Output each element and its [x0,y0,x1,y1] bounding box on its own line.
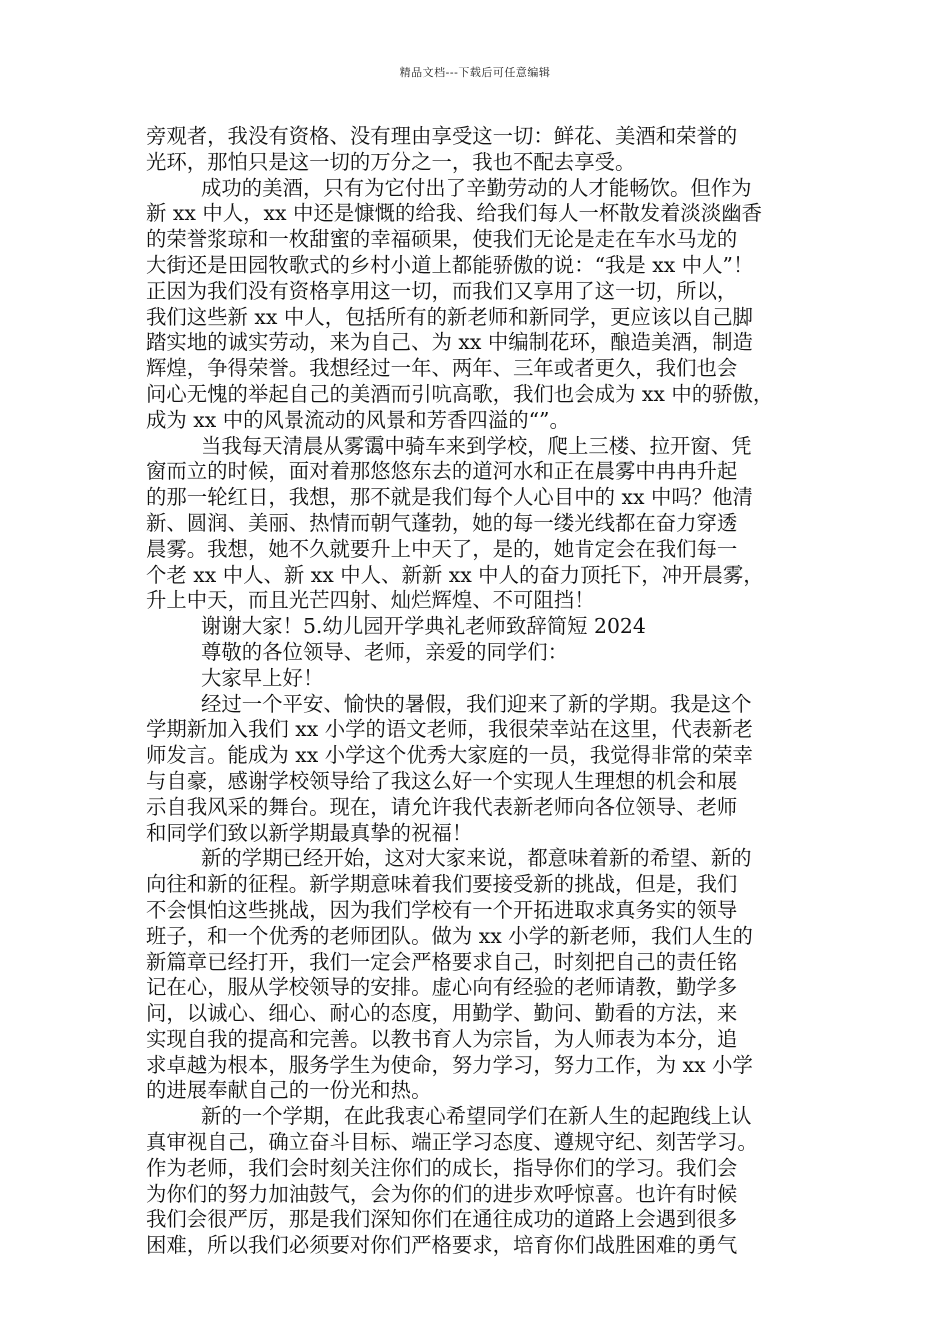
text-line: 我们这些新 xx 中人，包括所有的新老师和新同学，更应该以自己脚 [146,304,753,329]
text-line: 班子，和一个优秀的老师团队。做为 xx 小学的新老师，我们人生的 [146,923,753,948]
text-line: 晨雾。我想，她不久就要升上中天了，是的，她肯定会在我们每一 [146,536,738,561]
text-line: 不会惧怕这些挑战，因为我们学校有一个开拓进取求真务实的领导 [146,897,738,922]
text-line: 个老 xx 中人、新 xx 中人、新新 xx 中人的奋力顶托下，冲开晨雾， [146,562,764,587]
text-line: 问，以诚心、细心、耐心的态度，用勤学、勤问、勤看的方法，来 [146,1001,738,1026]
text-line: 尊敬的各位领导、老师，亲爱的同学们： [201,639,569,664]
text-line: 辉煌，争得荣誉。我想经过一年、两年、三年或者更久，我们也会 [146,356,738,381]
text-line: 我们会很严厉，那是我们深知你们在通往成功的道路上会遇到很多 [146,1207,738,1232]
text-line: 新篇章已经打开，我们一定会严格要求自己，时刻把自己的责任铭 [146,949,738,974]
text-line: 新的一个学期，在此我衷心希望同学们在新人生的起跑线上认 [201,1104,752,1129]
text-line: 踏实地的诚实劳动，来为自己、为 xx 中编制花环，酿造美酒，制造 [146,330,753,355]
text-line: 问心无愧的举起自己的美酒而引吭高歌，我们也会成为 xx 中的骄傲， [146,381,774,406]
text-line: 困难，所以我们必须要对你们严格要求，培育你们战胜困难的勇气 [146,1233,738,1258]
text-line: 旁观者，我没有资格、没有理由享受这一切：鲜花、美酒和荣誉的 [146,124,738,148]
text-line: 作为老师，我们会时刻关注你们的成长，指导你们的学习。我们会 [146,1155,738,1180]
text-line: 新 xx 中人，xx 中还是慷慨的给我、给我们每人一杯散发着淡淡幽香 [146,201,762,226]
text-line: 示自我风采的舞台。现在，请允许我代表新老师向各位领导、老师 [146,794,738,819]
text-line: 与自豪，感谢学校领导给了我这么好一个实现人生理想的机会和展 [146,768,738,793]
document-body [146,124,816,1259]
text-line: 师发言。能成为 xx 小学这个优秀大家庭的一员，我觉得非常的荣幸 [146,743,753,768]
text-line: 新的学期已经开始，这对大家来说，都意味着新的希望、新的 [201,846,752,871]
text-line: 和同学们致以新学期最真挚的祝福！ [146,820,473,845]
text-line: 经过一个平安、愉快的暑假，我们迎来了新的学期。我是这个 [201,691,752,716]
text-line: 正因为我们没有资格享用这一切，而我们又享用了这一切，所以， [146,278,738,303]
text-line: 记在心，服从学校领导的安排。虚心向有经验的老师请教，勤学多 [146,975,738,1000]
text-line: 升上中天，而且光芒四射、灿烂辉煌、不可阻挡！ [146,588,595,613]
text-line: 向往和新的征程。新学期意味着我们要接受新的挑战，但是，我们 [146,872,738,897]
text-line: 谢谢大家！5.幼儿园开学典礼老师致辞简短 2024 [201,614,646,639]
text-line: 的荣誉浆琼和一枚甜蜜的幸福硕果，使我们无论是走在车水马龙的 [146,227,738,252]
page-header: 精品文档---下载后可任意编辑 [399,66,551,79]
text-line: 成为 xx 中的风景流动的风景和芳香四溢的“”。 [146,407,570,432]
text-line: 新、圆润、美丽、热情而朝气蓬勃，她的每一缕光线都在奋力穿透 [146,510,738,535]
text-line: 大家早上好！ [201,665,324,690]
text-line: 的那一轮红日，我想，那不就是我们每个人心目中的 xx 中吗？他清 [146,485,753,510]
text-line: 光环，那怕只是这一切的万分之一，我也不配去享受。 [146,149,636,174]
text-line: 当我每天清晨从雾霭中骑车来到学校，爬上三楼、拉开窗、凭 [201,433,752,458]
text-line: 学期新加入我们 xx 小学的语文老师，我很荣幸站在这里，代表新老 [146,717,753,742]
text-line: 为你们的努力加油鼓气，会为你的们的进步欢呼惊喜。也许有时候 [146,1181,738,1206]
text-line: 求卓越为根本，服务学生为使命，努力学习，努力工作，为 xx 小学 [146,1052,753,1077]
text-line: 的进展奉献自己的一份光和热。 [146,1078,432,1103]
text-line: 窗而立的时候，面对着那悠悠东去的道河水和正在晨雾中冉冉升起 [146,459,738,484]
text-line: 真审视自己，确立奋斗目标、端正学习态度、遵规守纪、刻苦学习。 [146,1130,758,1155]
text-line: 大街还是田园牧歌式的乡村小道上都能骄傲的说：“我是 xx 中人”！ [146,252,754,277]
text-line: 实现自我的提高和完善。以教书育人为宗旨，为人师表为本分，追 [146,1026,738,1051]
text-line: 成功的美酒，只有为它付出了辛勤劳动的人才能畅饮。但作为 [201,175,752,200]
